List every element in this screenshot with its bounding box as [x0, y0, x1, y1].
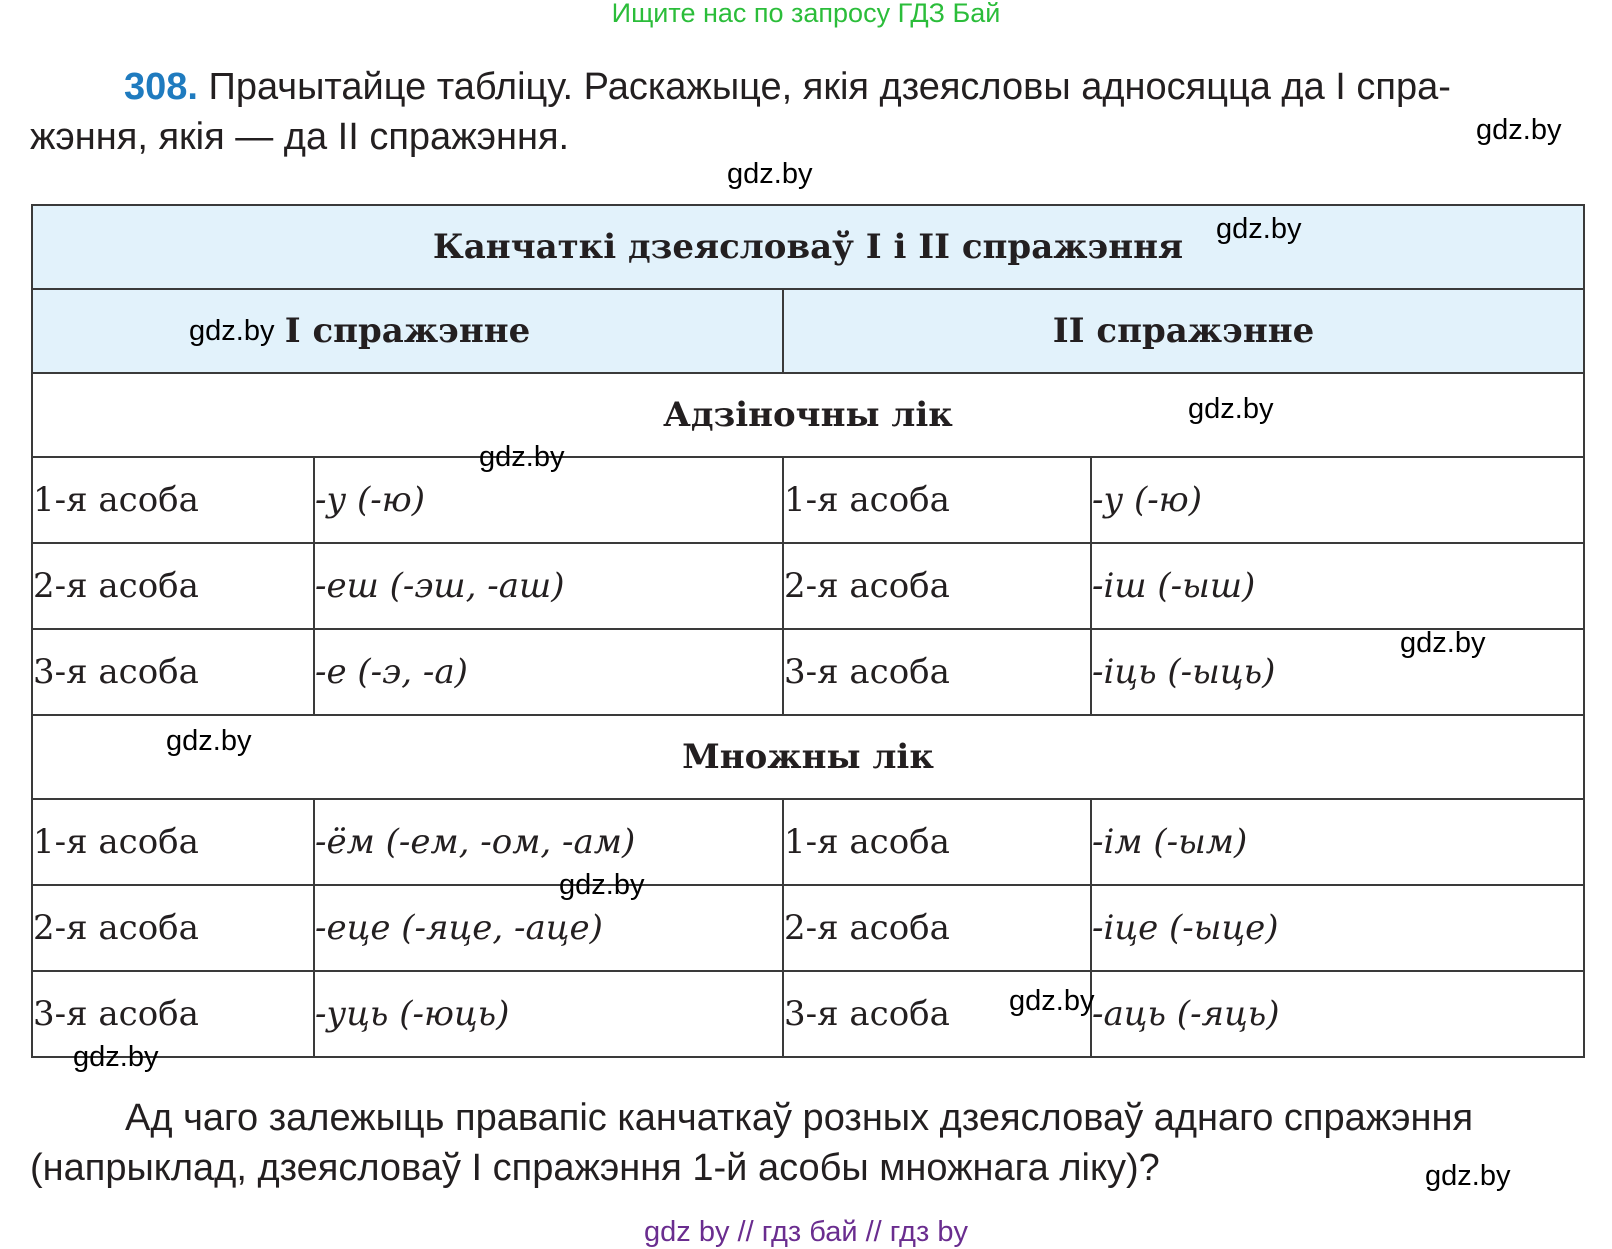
table-row [32, 543, 1584, 629]
person-cell: 1-я асоба [32, 799, 314, 885]
ending-cell: -е (-э, -а) [314, 629, 783, 715]
ending-cell: -еш (-эш, -аш) [314, 543, 783, 629]
watermark: gdz.by [1009, 985, 1095, 1017]
ending-cell: -ім (-ым) [1091, 799, 1584, 885]
ending-cell: -ём (-ем, -ом, -ам) [314, 799, 783, 885]
ending-cell: -у (-ю) [314, 457, 783, 543]
plural-label: Множны лік [32, 715, 1584, 799]
person-cell: 3-я асоба [32, 971, 314, 1057]
table-row [32, 629, 1584, 715]
person-cell: 3-я асоба [783, 629, 1091, 715]
person-cell: 2-я асоба [32, 543, 314, 629]
watermark: gdz.by [1216, 213, 1302, 245]
table-row [32, 971, 1584, 1057]
watermark: gdz.by [1425, 1160, 1511, 1192]
ending-cell: -аць (-яць) [1091, 971, 1584, 1057]
person-cell: 1-я асоба [783, 799, 1091, 885]
table-row [32, 885, 1584, 971]
watermark: gdz.by [166, 725, 252, 757]
singular-label: Адзіночны лік [32, 373, 1584, 457]
table-row [32, 799, 1584, 885]
question-line-2: (напрыклад, дзеясловаў I спражэння 1-й асобы множнага ліку)? [30, 1147, 1160, 1189]
table-row [32, 457, 1584, 543]
person-cell: 2-я асоба [783, 543, 1091, 629]
ending-cell: -іш (-ыш) [1091, 543, 1584, 629]
watermark: gdz.by [73, 1041, 159, 1073]
task-text [30, 62, 1590, 162]
footer-links: gdz by // гдз бай // гдз by [644, 1216, 968, 1248]
person-cell: 3-я асоба [32, 629, 314, 715]
person-cell: 1-я асоба [783, 457, 1091, 543]
ending-cell: -іць (-ыць) [1091, 629, 1584, 715]
ending-cell: -уць (-юць) [314, 971, 783, 1057]
table-title: Канчаткі дзеясловаў I і II спражэння [32, 205, 1584, 289]
ending-cell: -у (-ю) [1091, 457, 1584, 543]
watermark: gdz.by [727, 158, 813, 190]
watermark: gdz.by [1476, 114, 1562, 146]
task-line-2: жэння, якія — да II спражэння. [30, 116, 570, 158]
ending-cell: -іце (-ыце) [1091, 885, 1584, 971]
question-text [30, 1093, 1590, 1193]
watermark: gdz.by [1400, 627, 1486, 659]
col2-header: II спражэнне [783, 289, 1584, 373]
watermark: gdz.by [479, 441, 565, 473]
watermark: gdz.by [559, 869, 645, 901]
watermark: gdz.by [189, 315, 275, 347]
ending-cell: -еце (-яце, -аце) [314, 885, 783, 971]
person-cell: 3-я асоба [783, 971, 1091, 1057]
person-cell: 2-я асоба [783, 885, 1091, 971]
task-number: 308. [124, 66, 198, 108]
task-line-1: Прачытайце табліцу. Раскажыце, якія дзеясловы адносяцца да I спра- [208, 66, 1451, 108]
question-line-1: Ад чаго залежыць правапіс канчаткаў розных дзеясловаў аднаго спражэння [125, 1097, 1474, 1139]
watermark: gdz.by [1188, 393, 1274, 425]
top-banner: Ищите нас по запросу ГДЗ Бай [611, 0, 1001, 28]
person-cell: 2-я асоба [32, 885, 314, 971]
col1-header: I спражэнне [32, 289, 783, 373]
person-cell: 1-я асоба [32, 457, 314, 543]
